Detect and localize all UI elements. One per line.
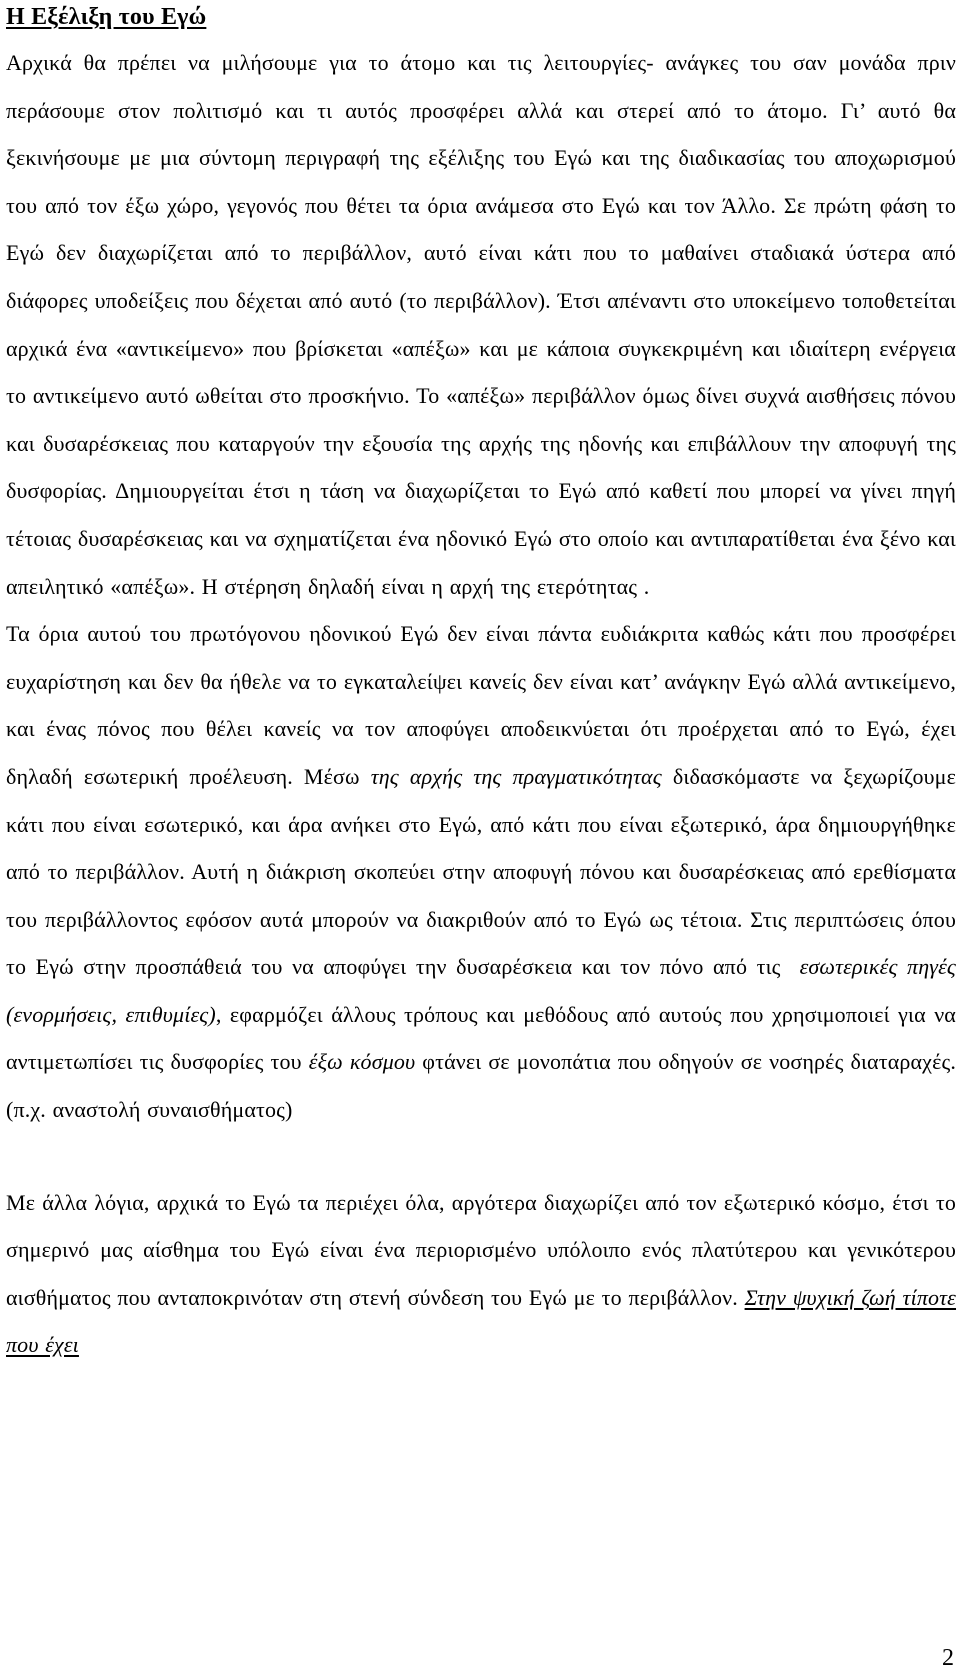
paragraph-3-italic-underlined: Στην ψυχική ζωή τίποτε που έχει <box>6 1284 957 1358</box>
document-page <box>6 0 956 1369</box>
paragraph-2-italic-1: της αρχής της πραγματικότητας <box>370 763 662 789</box>
paragraph-2-italic-3: έξω κόσμου <box>308 1049 416 1075</box>
paragraph-2-italic-2: εσωτερικές πηγές (ενορμήσεις, επιθυμίες) <box>6 954 956 1027</box>
page-number: 2 <box>942 1645 954 1671</box>
paragraph-2 <box>6 610 956 1134</box>
paragraph-2-text-1: Τα όρια αυτού του πρωτόγονου ηδονικού Εγώ δεν είναι πάντα ευδιάκριτα καθώς κάτι που προσφέρει ευχαρίστηση και δεν θα ήθελε να το εγκαταλείψει κανείς δεν είναι κατ’ ανάγκην Εγώ αλλά αντικείμενο, και ένας πόνος που θέλει κανείς να τον αποφύγει αποδεικνύεται ότι προέρχεται από το Εγώ, έχει δηλαδή εσωτερική προέλευση. Μέσω <box>6 621 956 789</box>
document-title: Η Εξέλιξη του Εγώ <box>6 4 207 30</box>
paragraph-2-text-4: φτάνει σε μονοπάτια που οδηγούν σε νοσηρές διαταραχές. (π.χ. αναστολή συναισθήματος) <box>6 1049 956 1123</box>
paragraph-3 <box>6 1179 956 1369</box>
paragraph-1: Αρχικά θα πρέπει να μιλήσουμε για το άτομο και τις λειτουργίες- ανάγκες του σαν μονάδα πριν περάσουμε στον πολιτισμό και τι αυτός προσφέρει αλλά και στερεί από το άτομο. Γι’ αυτό θα ξεκινήσουμε με μια σύντομη περιγραφή της εξέλιξης του Εγώ και της διαδικασίας του αποχωρισμού του από τον έξω χώρο, γεγονός που θέτει τα όρια ανάμεσα στο Εγώ και τον Άλλο. Σε πρώτη φάση το Εγώ δεν διαχωρίζεται από το περιβάλλον, αυτό είναι κάτι που το μαθαίνει σταδιακά ύστερα από διάφορες υποδείξεις που δέχεται από αυτό (το περιβάλλον). Έτσι απέναντι στο υποκείμενο τοποθετείται αρχικά ένα «αντικείμενο» που βρίσκεται «απέξω» και με κάποια συγκεκριμένη και ιδιαίτερη ενέργεια το αντικείμενο αυτό ωθείται στο προσκήνιο. Το «απέξω» περιβάλλον όμως δίνει συχνά αισθήσεις πόνου και δυσαρέσκειας που καταργούν την εξουσία της αρχής της ηδονής και επιβάλλουν την αποφυγή της δυσφορίας. Δημιουργείται έτσι η τάση να διαχωρίζεται το Εγώ από καθετί που μπορεί να γίνει πηγή τέτοιας δυσαρέσκειας και να σχηματίζεται ένα ηδονικό Εγώ στο οποίο και αντιπαρατίθεται ένα ξένο και απειλητικό «απέξω». Η στέρηση δηλαδή είναι η αρχή της ετερότητας . <box>6 50 956 599</box>
paragraph-3-text-1: Με άλλα λόγια, αρχικά το Εγώ τα περιέχει όλα, αργότερα διαχωρίζει από τον εξωτερικό κόσμο, έτσι το σημερινό μας αίσθημα του Εγώ είναι ένα περιορισμένο υπόλοιπο ενός πλατύτερου και γενικότερου αισθήματος που ανταποκρινόταν στη στενή σύνδεση του Εγώ με το περιβάλλον. <box>6 1189 956 1310</box>
paragraph-2-text-3: , εφαρμόζει άλλους τρόπους και μεθόδους από αυτούς που χρησιμοποιεί για να αντιμετωπίσει τις δυσφορίες του <box>6 1001 956 1075</box>
paragraph-2-text-2: διδασκόμαστε να ξεχωρίζουμε κάτι που είναι εσωτερικό, και άρα ανήκει στο Εγώ, από κάτι που είναι εξωτερικό, άρα δημιουργήθηκε από το περιβάλλον. Αυτή η διάκριση σκοπεύει στην αποφυγή πόνου και δυσαρέσκειας από ερεθίσματα του περιβάλλοντος εφόσον αυτά μπορούν να διακριθούν από το Εγώ ως τέτοια. Στις περιπτώσεις όπου το Εγώ στην προσπάθειά του να αποφύγει την δυσαρέσκεια και τον πόνο από τις <box>6 763 957 980</box>
